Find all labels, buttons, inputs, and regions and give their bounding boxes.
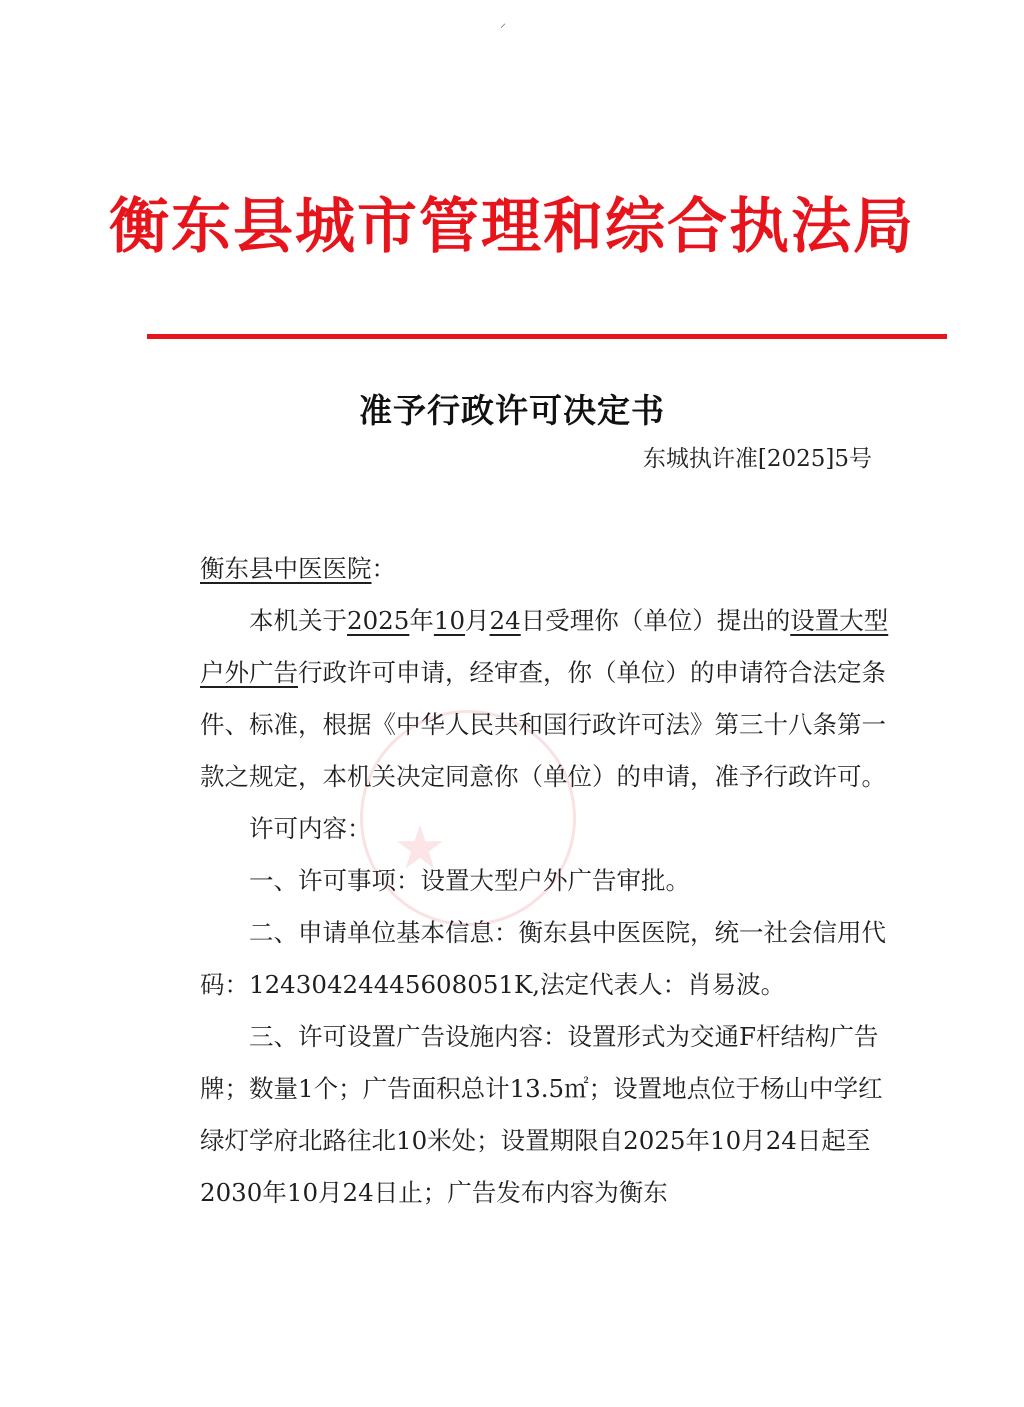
- accept-year: 2025: [347, 606, 410, 635]
- organization-header: 衡东县城市管理和综合执法局: [109, 192, 915, 262]
- document-body: [200, 543, 900, 1219]
- accept-month: 10: [433, 606, 466, 635]
- permit-item-3: 三、许可设置广告设施内容：设置形式为交通F杆结构广告牌；数量1个；广告面积总计13.5㎡；设置地点位于杨山中学红绿灯学府北路往北10米处；设置期限自2025年10月24日起至2030年10月24日止；广告发布内容为衡东: [200, 1022, 883, 1207]
- scan-speck: ⸝: [500, 16, 507, 30]
- permit-item-2: 二、申请单位基本信息：衡东县中医医院，统一社会信用代码：12430424445608051K,法定代表人：肖易波。: [200, 918, 886, 999]
- recipient-line: 衡东县中医医院：: [200, 554, 396, 583]
- recipient-name: 衡东县中医医院: [200, 554, 372, 583]
- red-divider-line: [147, 334, 947, 339]
- content-heading: 许可内容：: [249, 814, 372, 843]
- permit-item-1: 一、许可事项：设置大型户外广告审批。: [249, 866, 690, 895]
- document-title: 准予行政许可决定书: [359, 391, 665, 430]
- seal-star-icon: ★: [393, 813, 447, 883]
- decision-paragraph: 本机关于2025年10月24日受理你（单位）提出的设置大型户外广告行政许可申请，经审查，你（单位）的申请符合法定条件、标准，根据《中华人民共和国行政许可法》第三十八条第一款之规定，本机关决定同意你（单位）的申请，准予行政许可。: [200, 606, 889, 791]
- permit-item-underlined: 设置大型户外广告: [200, 606, 889, 687]
- document-number: 东城执许准[2025]5号: [642, 446, 872, 472]
- accept-day: 24: [489, 606, 521, 635]
